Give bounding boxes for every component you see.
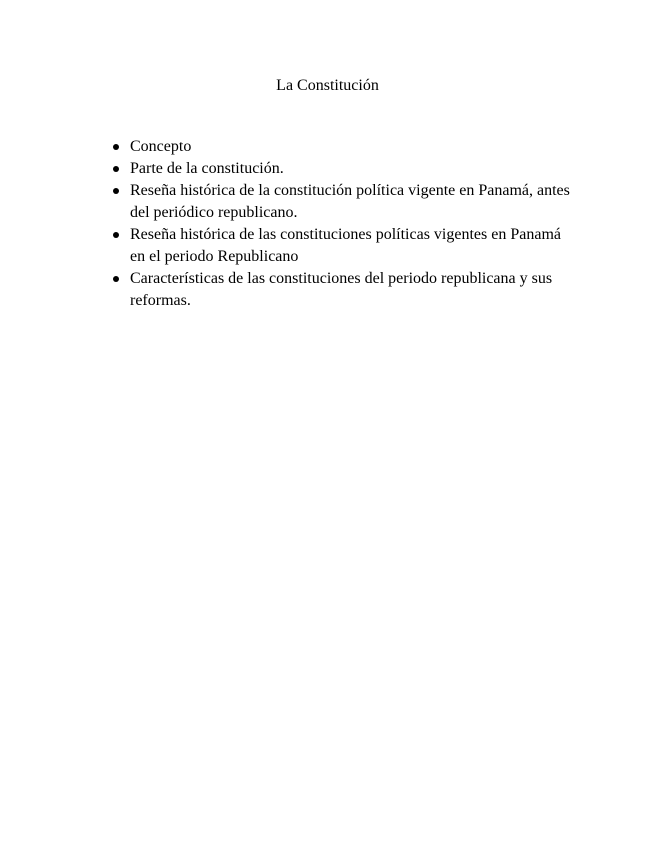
list-item bbox=[111, 268, 571, 312]
list-item-text: Características de las constituciones del periodo republicana y sus reformas. bbox=[130, 270, 553, 309]
document-title: La Constitución bbox=[276, 77, 379, 94]
list-item-text: Reseña histórica de la constitución política vigente en Panamá, antes del periódico republicano. bbox=[130, 182, 570, 221]
bullet-icon bbox=[113, 276, 119, 282]
bullet-icon bbox=[113, 144, 119, 150]
bullet-icon bbox=[113, 232, 119, 238]
list-item bbox=[111, 180, 571, 224]
list-item-text: Parte de la constitución. bbox=[130, 160, 284, 177]
list-item-text: Reseña histórica de las constituciones políticas vigentes en Panamá en el periodo Republicano bbox=[130, 226, 561, 265]
topic-list bbox=[111, 136, 571, 312]
list-item bbox=[111, 224, 571, 268]
list-item bbox=[111, 158, 571, 180]
bullet-icon bbox=[113, 166, 119, 172]
bullet-icon bbox=[113, 188, 119, 194]
list-item-text: Concepto bbox=[130, 138, 192, 155]
list-item bbox=[111, 136, 571, 158]
